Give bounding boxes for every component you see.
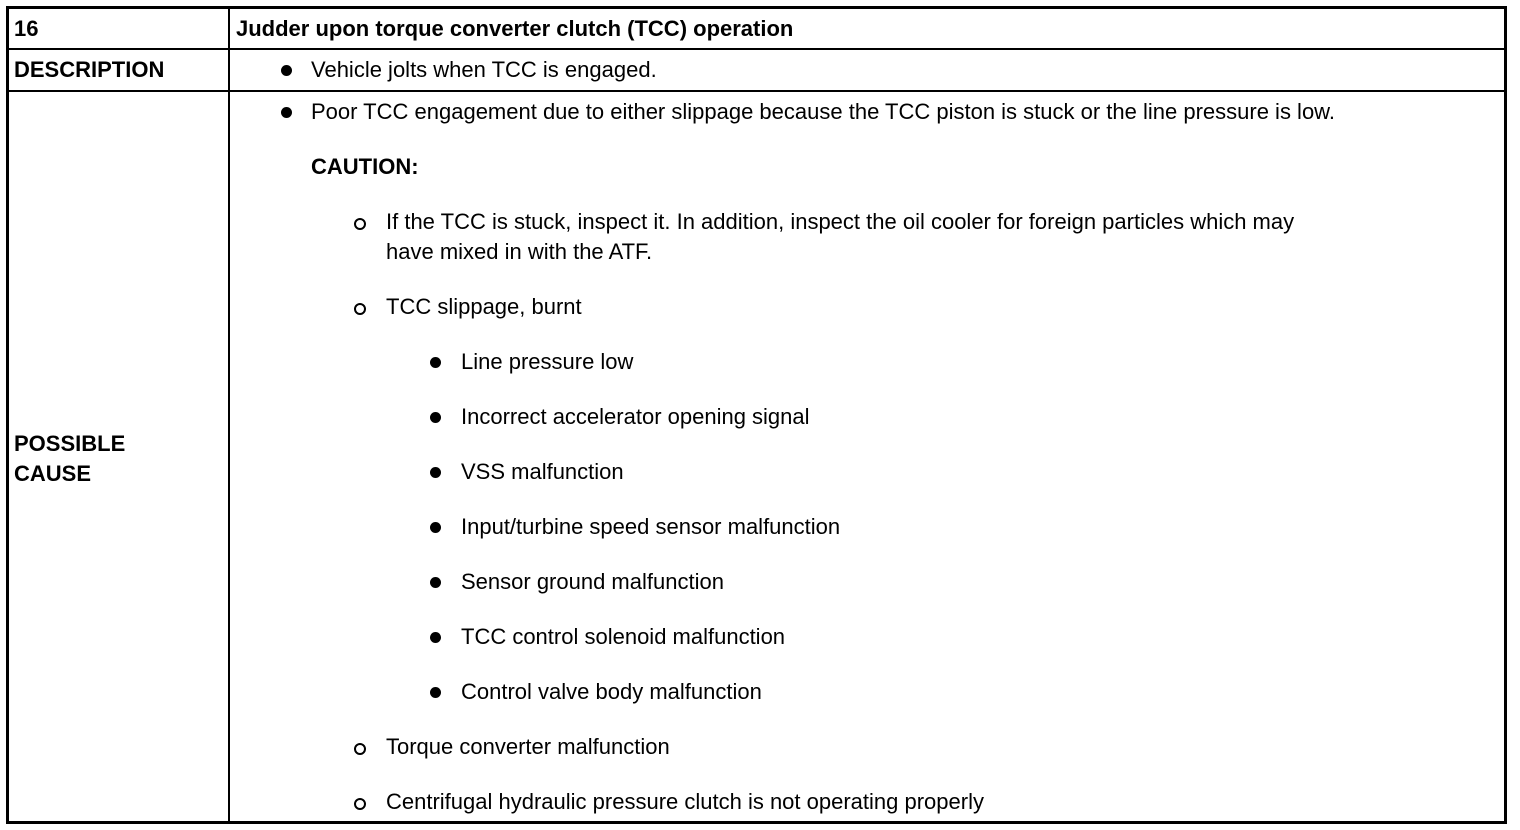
bullet-icon	[281, 65, 292, 76]
hollow-bullet-icon	[354, 743, 366, 755]
possible-cause-label-line2: CAUSE	[14, 461, 92, 486]
column-divider	[228, 50, 230, 90]
bullet-icon	[430, 467, 441, 478]
cause-main-item: Poor TCC engagement due to either slippage because the TCC piston is stuck or the line pressure is low.	[311, 99, 1335, 124]
symptom-title: Judder upon torque converter clutch (TCC) operation	[236, 16, 794, 41]
column-divider	[228, 9, 230, 48]
slippage-cause-item: Line pressure low	[461, 349, 634, 374]
caution-label: CAUTION:	[311, 154, 419, 179]
slippage-cause-item: Sensor ground malfunction	[461, 569, 724, 594]
sub-item-torque-converter: Torque converter malfunction	[386, 734, 670, 759]
possible-cause-label-line1: POSSIBLE	[14, 431, 126, 456]
bullet-icon	[430, 357, 441, 368]
possible-cause-label	[14, 429, 125, 489]
description-label: DESCRIPTION	[14, 57, 165, 82]
symptom-number: 16	[14, 16, 39, 41]
bullet-icon	[430, 577, 441, 588]
bullet-icon	[430, 522, 441, 533]
bullet-icon	[430, 687, 441, 698]
hollow-bullet-icon	[354, 303, 366, 315]
sub-item-slippage: TCC slippage, burnt	[386, 294, 582, 319]
description-row	[9, 50, 1504, 92]
slippage-cause-item: Input/turbine speed sensor malfunction	[461, 514, 841, 539]
description-item: Vehicle jolts when TCC is engaged.	[311, 57, 657, 82]
slippage-cause-item: TCC control solenoid malfunction	[461, 624, 786, 649]
bullet-icon	[430, 412, 441, 423]
hollow-bullet-icon	[354, 798, 366, 810]
slippage-cause-item: Incorrect accelerator opening signal	[461, 404, 810, 429]
sub-item-centrifugal: Centrifugal hydraulic pressure clutch is not operating properly	[386, 789, 984, 814]
header-row	[9, 9, 1504, 50]
diagnosis-table	[6, 6, 1507, 824]
slippage-cause-item: Control valve body malfunction	[461, 679, 762, 704]
column-divider	[228, 92, 230, 821]
bullet-icon	[430, 632, 441, 643]
possible-cause-row	[9, 92, 1504, 821]
slippage-cause-item: VSS malfunction	[461, 459, 624, 484]
bullet-icon	[281, 107, 292, 118]
sub-item-stuck-line2: have mixed in with the ATF.	[386, 239, 653, 264]
sub-item-stuck-line1: If the TCC is stuck, inspect it. In addition, inspect the oil cooler for foreign particles which may	[386, 209, 1295, 234]
hollow-bullet-icon	[354, 218, 366, 230]
